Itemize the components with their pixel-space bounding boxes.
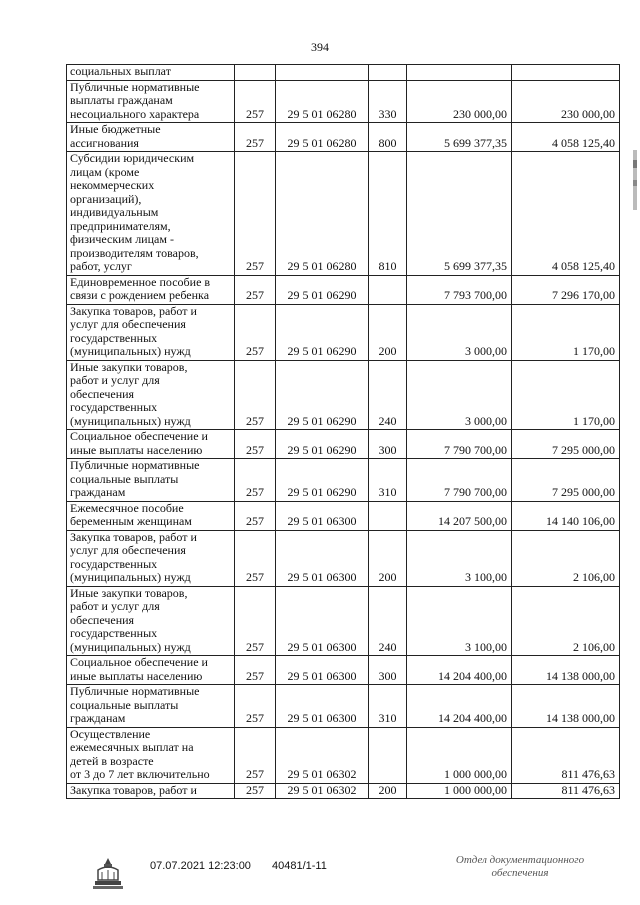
footer-department <box>445 854 595 880</box>
row-name-line: Публичные нормативные <box>70 684 200 698</box>
row-name-line: Субсидии юридическим <box>70 151 195 165</box>
executed-amount-cell: 811 476,63 <box>512 727 620 783</box>
row-name-line: Иные закупки товаров, <box>70 360 188 374</box>
row-name-cell <box>67 360 235 430</box>
row-name-line: связи с рождением ребенка <box>70 288 210 302</box>
target-article-cell: 29 5 01 06300 <box>276 656 369 685</box>
row-name-line: (муниципальных) нужд <box>70 570 191 584</box>
expense-type-cell: 330 <box>369 80 407 123</box>
row-name-line: обеспечения <box>70 612 135 627</box>
row-name-line: (муниципальных) нужд <box>70 413 191 428</box>
table-row <box>67 501 620 530</box>
row-name-line: ассигнования <box>70 135 139 150</box>
row-name-line: гражданам <box>70 485 126 499</box>
table-row <box>67 304 620 360</box>
row-name-line: Ежемесячное пособие <box>70 501 184 515</box>
target-article-cell: 29 5 01 06290 <box>276 275 369 304</box>
row-name-line: работ и услуг для <box>70 373 160 387</box>
target-article-cell: 29 5 01 06280 <box>276 80 369 123</box>
executed-amount-cell: 4 058 125,40 <box>512 123 620 152</box>
footer-department-line: Отдел документационного <box>455 854 585 866</box>
table-row <box>67 586 620 656</box>
admin-code-cell <box>235 65 276 81</box>
planned-amount-cell: 7 790 700,00 <box>407 459 512 502</box>
planned-amount-cell: 7 790 700,00 <box>407 430 512 459</box>
row-name-line: социальные выплаты <box>70 697 179 712</box>
admin-code-cell: 257 <box>235 80 276 123</box>
executed-amount-cell: 7 295 000,00 <box>512 459 620 502</box>
admin-code-cell: 257 <box>235 304 276 360</box>
footer-datetime: 07.07.2021 12:23:00 <box>150 860 251 872</box>
row-name-line: (муниципальных) нужд <box>70 639 191 654</box>
table-row <box>67 152 620 276</box>
expense-type-cell: 200 <box>369 304 407 360</box>
expense-type-cell: 300 <box>369 656 407 685</box>
row-name-line: государственных <box>70 556 158 571</box>
row-name-cell <box>67 530 235 586</box>
scan-edge-mark <box>632 150 638 210</box>
target-article-cell: 29 5 01 06302 <box>276 783 369 799</box>
target-article-cell <box>276 65 369 81</box>
admin-code-cell: 257 <box>235 656 276 685</box>
row-name-line: детей в возрасте <box>70 753 154 768</box>
executed-amount-cell <box>512 65 620 81</box>
row-name-line: Закупка товаров, работ и <box>70 304 197 318</box>
row-name-line: работ и услуг для <box>70 599 160 613</box>
admin-code-cell: 257 <box>235 501 276 530</box>
row-name-line: социальные выплаты <box>70 471 179 486</box>
expense-type-cell: 200 <box>369 783 407 799</box>
row-name-line: несоциального характера <box>70 106 200 121</box>
row-name-line: государственных <box>70 400 158 414</box>
row-name-line: обеспечения <box>70 386 135 401</box>
expense-type-cell: 310 <box>369 459 407 502</box>
row-name-line: Социальное обеспечение и <box>70 429 208 443</box>
executed-amount-cell: 230 000,00 <box>512 80 620 123</box>
row-name-line: индивидуальным <box>70 205 159 219</box>
executed-amount-cell: 14 138 000,00 <box>512 656 620 685</box>
executed-amount-cell: 811 476,63 <box>512 783 620 799</box>
expense-type-cell: 300 <box>369 430 407 459</box>
row-name-line: гражданам <box>70 711 126 725</box>
row-name-line: услуг для обеспечения <box>70 543 186 557</box>
row-name-line: Социальное обеспечение и <box>70 655 208 669</box>
target-article-cell: 29 5 01 06290 <box>276 304 369 360</box>
row-name-cell <box>67 727 235 783</box>
target-article-cell: 29 5 01 06302 <box>276 727 369 783</box>
row-name-cell <box>67 80 235 123</box>
admin-code-cell: 257 <box>235 783 276 799</box>
planned-amount-cell: 14 204 400,00 <box>407 656 512 685</box>
planned-amount-cell: 5 699 377,35 <box>407 123 512 152</box>
planned-amount-cell: 5 699 377,35 <box>407 152 512 276</box>
target-article-cell: 29 5 01 06280 <box>276 123 369 152</box>
expense-type-cell: 240 <box>369 360 407 430</box>
row-name-line: от 3 до 7 лет включительно <box>70 767 210 781</box>
footer-department-line: обеспечения <box>491 867 549 879</box>
row-name-line: Публичные нормативные <box>70 458 200 472</box>
executed-amount-cell: 2 106,00 <box>512 530 620 586</box>
expense-type-cell: 810 <box>369 152 407 276</box>
row-name-line: Иные бюджетные <box>70 122 161 136</box>
executed-amount-cell: 14 138 000,00 <box>512 685 620 728</box>
table-row <box>67 360 620 430</box>
row-name-cell <box>67 459 235 502</box>
planned-amount-cell: 14 207 500,00 <box>407 501 512 530</box>
row-name-line: физическим лицам - <box>70 232 174 246</box>
row-name-cell <box>67 123 235 152</box>
row-name-line: ежемесячных выплат на <box>70 740 194 754</box>
row-name-cell <box>67 586 235 656</box>
executed-amount-cell: 7 295 000,00 <box>512 430 620 459</box>
expense-type-cell <box>369 275 407 304</box>
row-name-line: лицам (кроме <box>70 164 140 179</box>
row-name-cell <box>67 65 235 81</box>
expense-type-cell: 800 <box>369 123 407 152</box>
admin-code-cell: 257 <box>235 430 276 459</box>
row-name-line: Единовременное пособие в <box>70 275 211 289</box>
table-row <box>67 275 620 304</box>
target-article-cell: 29 5 01 06300 <box>276 685 369 728</box>
planned-amount-cell: 3 100,00 <box>407 530 512 586</box>
expense-type-cell: 310 <box>369 685 407 728</box>
planned-amount-cell: 1 000 000,00 <box>407 783 512 799</box>
row-name-line: работ, услуг <box>70 259 132 273</box>
admin-code-cell: 257 <box>235 152 276 276</box>
planned-amount-cell <box>407 65 512 81</box>
planned-amount-cell: 1 000 000,00 <box>407 727 512 783</box>
row-name-line: (муниципальных) нужд <box>70 344 191 358</box>
admin-code-cell: 257 <box>235 685 276 728</box>
row-name-line: Осуществление <box>70 727 151 741</box>
table-row <box>67 656 620 685</box>
row-name-line: иные выплаты населению <box>70 442 203 457</box>
row-name-line: некоммерческих <box>70 178 155 192</box>
page-footer <box>0 850 640 900</box>
row-name-line: беременным женщинам <box>70 514 192 528</box>
planned-amount-cell: 3 000,00 <box>407 360 512 430</box>
row-name-line: Закупка товаров, работ и <box>70 783 197 797</box>
table-row <box>67 530 620 586</box>
planned-amount-cell: 3 000,00 <box>407 304 512 360</box>
expense-type-cell <box>369 65 407 81</box>
row-name-cell <box>67 304 235 360</box>
row-name-line: Публичные нормативные <box>70 80 200 94</box>
page-number: 394 <box>311 40 329 54</box>
admin-code-cell: 257 <box>235 360 276 430</box>
row-name-line: предпринимателям, <box>70 218 171 233</box>
planned-amount-cell: 7 793 700,00 <box>407 275 512 304</box>
planned-amount-cell: 3 100,00 <box>407 586 512 656</box>
table-row <box>67 727 620 783</box>
row-name-line: государственных <box>70 626 158 640</box>
planned-amount-cell: 14 204 400,00 <box>407 685 512 728</box>
executed-amount-cell: 4 058 125,40 <box>512 152 620 276</box>
row-name-line: организаций), <box>70 191 142 206</box>
table-row <box>67 783 620 799</box>
target-article-cell: 29 5 01 06290 <box>276 360 369 430</box>
footer-doc-number: 40481/1-11 <box>272 860 327 872</box>
expense-type-cell: 200 <box>369 530 407 586</box>
admin-code-cell: 257 <box>235 459 276 502</box>
row-name-line: производителям товаров, <box>70 245 199 260</box>
archive-logo-icon <box>90 856 126 892</box>
executed-amount-cell: 14 140 106,00 <box>512 501 620 530</box>
row-name-cell <box>67 501 235 530</box>
target-article-cell: 29 5 01 06300 <box>276 586 369 656</box>
target-article-cell: 29 5 01 06300 <box>276 530 369 586</box>
admin-code-cell: 257 <box>235 727 276 783</box>
target-article-cell: 29 5 01 06300 <box>276 501 369 530</box>
row-name-line: социальных выплат <box>70 64 171 78</box>
planned-amount-cell: 230 000,00 <box>407 80 512 123</box>
executed-amount-cell: 1 170,00 <box>512 360 620 430</box>
row-name-line: выплаты гражданам <box>70 93 173 107</box>
row-name-cell <box>67 685 235 728</box>
expense-type-cell <box>369 501 407 530</box>
row-name-cell <box>67 152 235 276</box>
row-name-cell <box>67 656 235 685</box>
row-name-line: иные выплаты населению <box>70 668 203 683</box>
table-row <box>67 430 620 459</box>
admin-code-cell: 257 <box>235 275 276 304</box>
row-name-line: Иные закупки товаров, <box>70 586 188 600</box>
row-name-line: услуг для обеспечения <box>70 317 186 331</box>
expense-type-cell: 240 <box>369 586 407 656</box>
target-article-cell: 29 5 01 06280 <box>276 152 369 276</box>
target-article-cell: 29 5 01 06290 <box>276 430 369 459</box>
admin-code-cell: 257 <box>235 123 276 152</box>
row-name-cell <box>67 783 235 799</box>
table-row <box>67 685 620 728</box>
expense-type-cell <box>369 727 407 783</box>
admin-code-cell: 257 <box>235 586 276 656</box>
executed-amount-cell: 1 170,00 <box>512 304 620 360</box>
row-name-cell <box>67 430 235 459</box>
budget-table-body <box>67 65 620 799</box>
table-row <box>67 80 620 123</box>
admin-code-cell: 257 <box>235 530 276 586</box>
table-row <box>67 65 620 81</box>
table-row <box>67 123 620 152</box>
budget-table <box>66 64 620 799</box>
executed-amount-cell: 2 106,00 <box>512 586 620 656</box>
row-name-line: Закупка товаров, работ и <box>70 530 197 544</box>
row-name-line: государственных <box>70 330 158 345</box>
executed-amount-cell: 7 296 170,00 <box>512 275 620 304</box>
row-name-cell <box>67 275 235 304</box>
table-row <box>67 459 620 502</box>
target-article-cell: 29 5 01 06290 <box>276 459 369 502</box>
